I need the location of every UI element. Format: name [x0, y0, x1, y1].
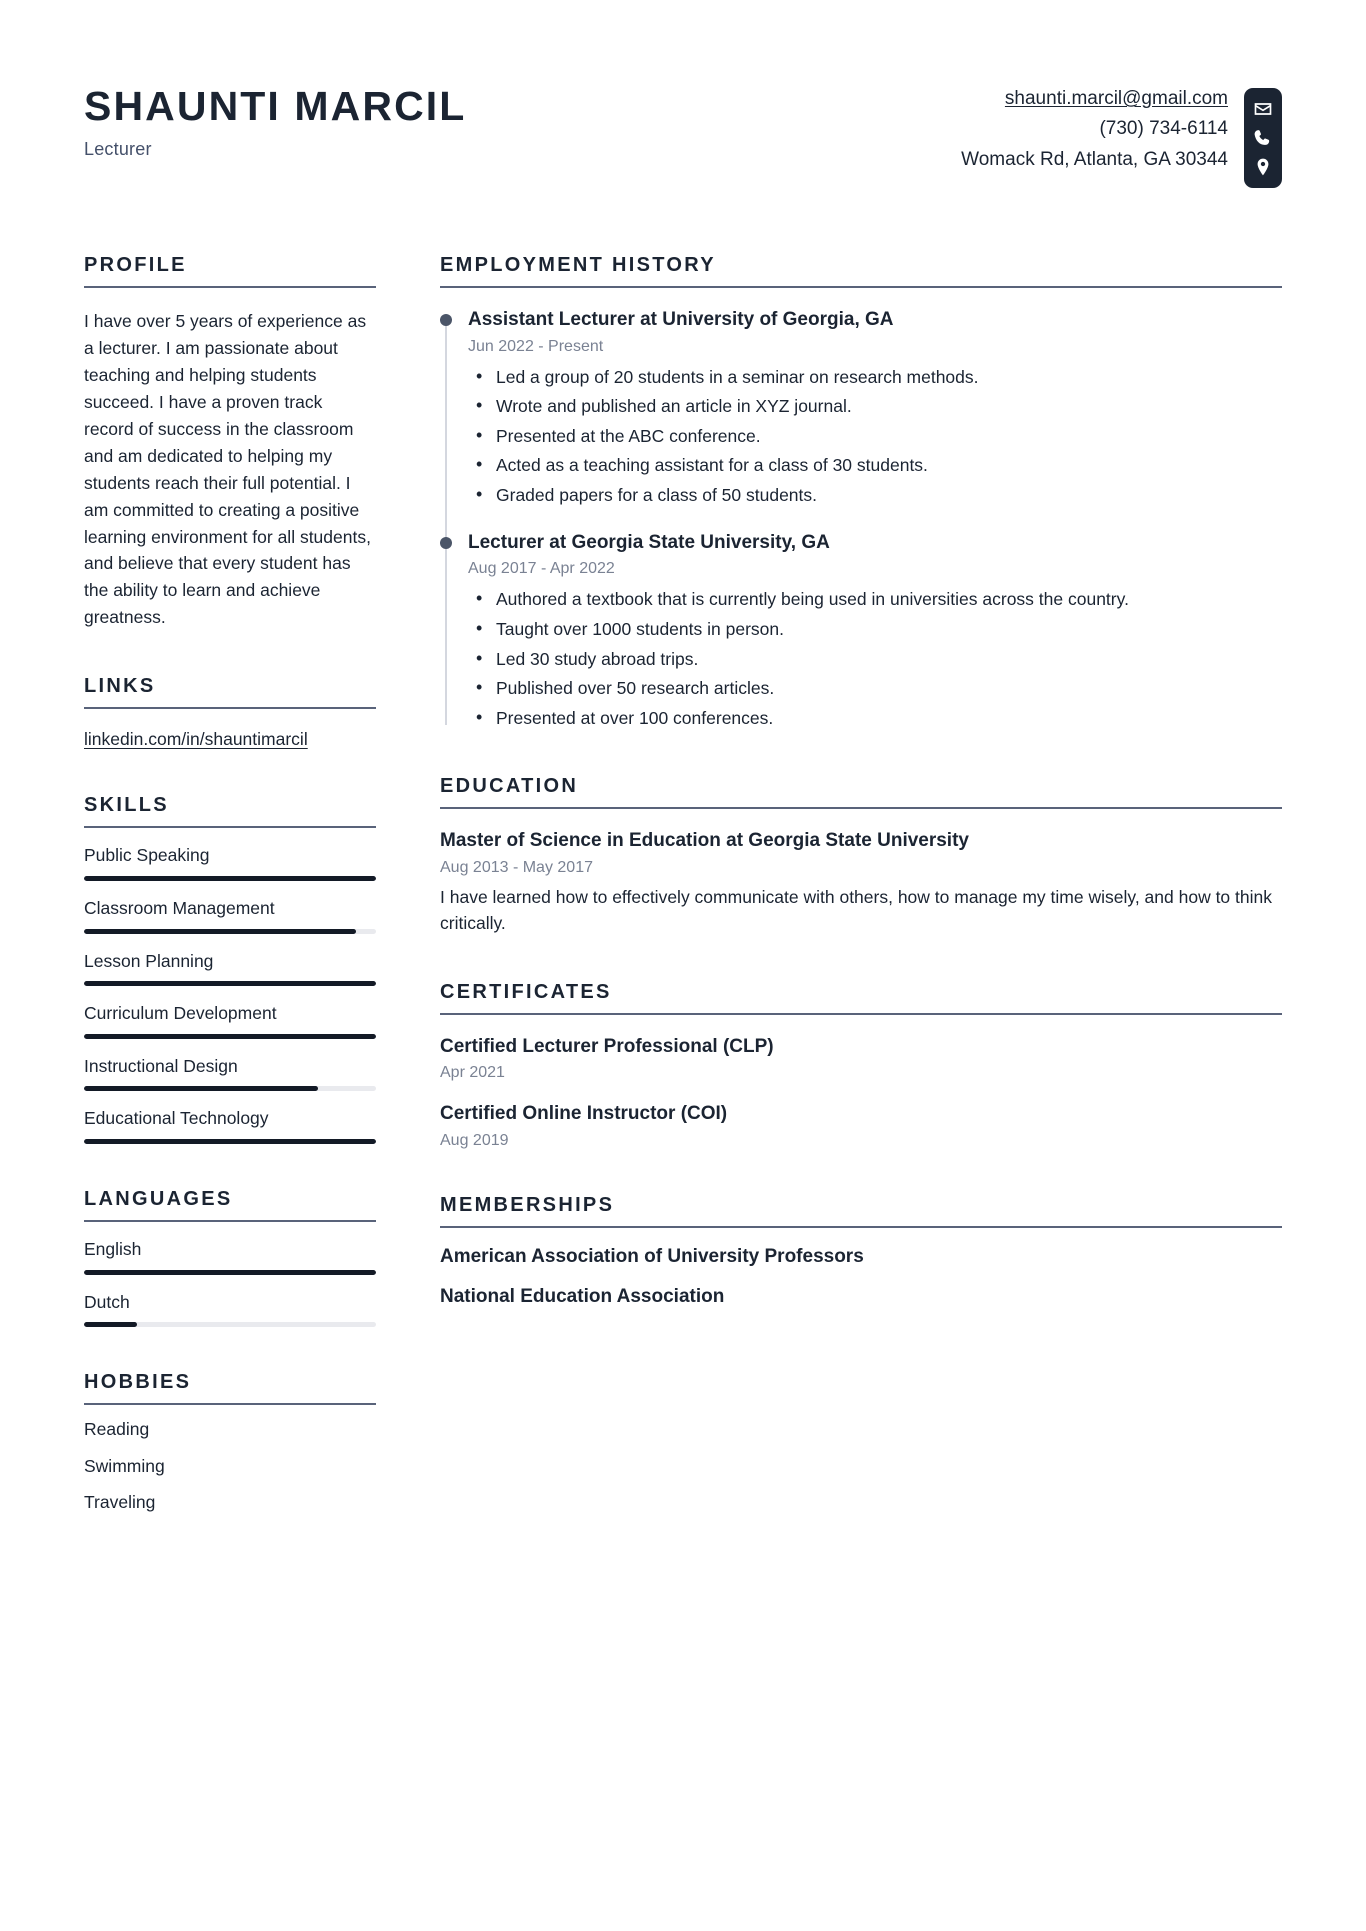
contact-block — [961, 74, 1282, 188]
education-title: Master of Science in Education at Georgia State University — [440, 830, 969, 852]
education-entry — [440, 829, 1282, 936]
skill-meter-fill — [84, 876, 376, 881]
employment-date: Jun 2022 - Present — [468, 337, 604, 355]
certificate-date: Apr 2021 — [440, 1064, 505, 1082]
skill-label: Instructional Design — [84, 1055, 238, 1076]
section-divider — [440, 1226, 1282, 1228]
membership-entry: American Association of University Professors — [440, 1245, 864, 1267]
language-label: Dutch — [84, 1291, 130, 1312]
section-employment-history — [440, 254, 1282, 731]
employment-bullets — [468, 586, 1282, 731]
main-column — [440, 254, 1282, 1515]
contact-lines — [961, 88, 1244, 171]
section-divider — [84, 286, 376, 288]
section-certificates — [440, 981, 1282, 1150]
contact-email[interactable]: shaunti.marcil@gmail.com — [1004, 88, 1228, 109]
skill-meter-fill — [84, 929, 356, 934]
section-profile — [84, 254, 376, 631]
section-divider — [84, 1220, 376, 1222]
language-meter-fill — [84, 1322, 137, 1327]
section-memberships — [440, 1194, 1282, 1308]
section-links — [84, 675, 376, 750]
language-row — [84, 1291, 376, 1328]
skill-meter-track — [84, 1034, 376, 1039]
skill-meter-track — [84, 929, 376, 934]
section-heading-employment: EMPLOYMENT HISTORY — [440, 254, 716, 276]
skill-row — [84, 844, 376, 881]
skill-label: Curriculum Development — [84, 1003, 277, 1024]
skill-meter-fill — [84, 981, 376, 986]
skill-label: Classroom Management — [84, 897, 275, 918]
skill-meter-track — [84, 1139, 376, 1144]
bullet-item: • Graded papers for a class of 50 students. — [496, 482, 1282, 509]
profile-text: I have over 5 years of experience as a lecturer. I am passionate about teaching and helping students succeed. I have a proven track record of success in the classroom and am dedicated to helping my students reach their full potential. I am committed to creating a positive learning environment for all students, and believe that every student has the ability to learn and achieve greatness. — [84, 311, 371, 628]
membership-entry: National Education Association — [440, 1285, 725, 1307]
bullet-item: • Wrote and published an article in XYZ journal. — [496, 393, 1282, 420]
location-pin-icon — [1253, 157, 1273, 177]
education-date: Aug 2013 - May 2017 — [440, 859, 593, 876]
skill-row — [84, 1107, 376, 1144]
page-title: SHAUNTI MARCIL — [84, 83, 467, 129]
link-item-linkedin[interactable]: linkedin.com/in/shauntimarcil — [84, 729, 308, 750]
contact-icon-rail — [1244, 88, 1282, 188]
hobby-item: Reading — [84, 1419, 150, 1440]
skill-label: Lesson Planning — [84, 950, 214, 971]
contact-phone: (730) 734-6114 — [1099, 118, 1228, 140]
language-label: English — [84, 1239, 142, 1259]
sidebar-column — [84, 254, 376, 1515]
section-divider — [440, 286, 1282, 288]
skill-row — [84, 1002, 376, 1039]
hobby-item: Swimming — [84, 1455, 165, 1476]
section-divider — [84, 707, 376, 709]
section-skills — [84, 794, 376, 1144]
language-meter-fill — [84, 1270, 376, 1275]
identity-block — [84, 74, 466, 160]
education-description: I have learned how to effectively communicate with others, how to manage my time wisely, and how to think critically. — [440, 887, 1272, 934]
bullet-item: • Authored a textbook that is currently being used in universities across the country. — [496, 586, 1282, 613]
section-hobbies — [84, 1371, 376, 1515]
section-heading-memberships: MEMBERSHIPS — [440, 1193, 615, 1216]
employment-date: Aug 2017 - Apr 2022 — [468, 560, 615, 578]
resume-body — [84, 254, 1282, 1515]
bullet-item: • Presented at over 100 conferences. — [496, 705, 1282, 732]
skill-meter-track — [84, 876, 376, 881]
timeline-dot-icon — [440, 314, 452, 326]
section-heading-profile: PROFILE — [84, 254, 187, 276]
bullet-item: • Led 30 study abroad trips. — [496, 646, 1282, 673]
employment-entry — [468, 531, 1282, 732]
section-heading-certificates: CERTIFICATES — [440, 980, 612, 1003]
bullet-item: • Presented at the ABC conference. — [496, 423, 1282, 450]
employment-timeline — [440, 308, 1282, 731]
language-meter-track — [84, 1322, 376, 1327]
skill-meter-fill — [84, 1034, 376, 1039]
employment-bullets — [468, 364, 1282, 509]
certificate-title: Certified Lecturer Professional (CLP) — [440, 1035, 774, 1057]
bullet-item: • Acted as a teaching assistant for a class of 30 students. — [496, 452, 1282, 479]
skill-label: Public Speaking — [84, 845, 210, 866]
certificate-date: Aug 2019 — [440, 1131, 509, 1149]
skill-row — [84, 1055, 376, 1092]
skill-meter-track — [84, 1086, 376, 1091]
bullet-item: • Taught over 1000 students in person. — [496, 616, 1282, 643]
skill-row — [84, 897, 376, 934]
employment-title: Assistant Lecturer at University of Georgia, GA — [468, 309, 894, 330]
skill-meter-fill — [84, 1139, 376, 1144]
section-heading-skills: SKILLS — [84, 794, 169, 817]
section-heading-links: LINKS — [84, 675, 156, 698]
employment-title: Lecturer at Georgia State University, GA — [468, 531, 830, 553]
section-divider — [84, 826, 376, 828]
section-education — [440, 775, 1282, 936]
section-languages — [84, 1188, 376, 1327]
skill-label: Educational Technology — [84, 1108, 269, 1129]
bullet-item: • Published over 50 research articles. — [496, 675, 1282, 702]
section-divider — [440, 1013, 1282, 1015]
timeline-dot-icon — [440, 537, 452, 549]
section-heading-languages: LANGUAGES — [84, 1188, 233, 1210]
skill-meter-fill — [84, 1086, 318, 1091]
section-heading-education: EDUCATION — [440, 775, 579, 798]
envelope-icon — [1253, 99, 1273, 119]
certificate-title: Certified Online Instructor (COI) — [440, 1103, 728, 1125]
employment-entry — [468, 308, 1282, 509]
skill-row — [84, 950, 376, 987]
bullet-item: • Led a group of 20 students in a seminar on research methods. — [496, 364, 1282, 391]
hobby-item: Traveling — [84, 1492, 156, 1513]
contact-address: Womack Rd, Atlanta, GA 30344 — [961, 148, 1228, 170]
section-heading-hobbies: HOBBIES — [84, 1371, 192, 1394]
language-row — [84, 1238, 376, 1275]
phone-icon — [1253, 128, 1273, 148]
certificate-entry — [440, 1035, 1282, 1083]
section-divider — [84, 1403, 376, 1405]
certificate-entry — [440, 1102, 1282, 1150]
resume-header — [84, 52, 1282, 188]
section-divider — [440, 807, 1282, 809]
skill-meter-track — [84, 981, 376, 986]
job-title: Lecturer — [84, 138, 152, 159]
column-gutter — [376, 254, 440, 1515]
language-meter-track — [84, 1270, 376, 1275]
